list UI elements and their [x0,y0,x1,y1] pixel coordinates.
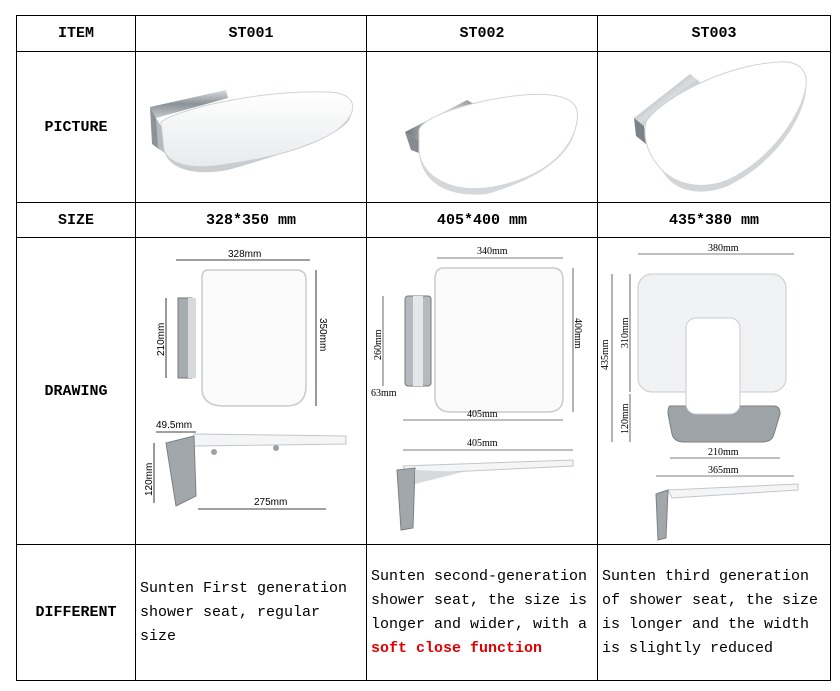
shower-seat-st002-image [367,52,598,202]
header-st001: ST001 [136,16,367,52]
dim-bottom: 365mm [708,465,739,476]
size-row [17,203,831,238]
label-different: DIFFERENT [17,545,136,681]
header-row [17,16,831,52]
dim-top: 340mm [477,246,508,257]
comparison-table [16,15,831,681]
picture-st001 [136,52,367,203]
dim-height: 350mm [317,318,328,352]
dim-bracket: 210mm [156,322,167,356]
dim-bottom: 405mm [467,409,498,420]
shower-seat-st003-image [598,52,831,202]
label-picture: PICTURE [17,52,136,203]
picture-st003 [598,52,831,203]
different-st002 [367,545,598,681]
technical-drawing-st002 [367,238,598,544]
different-st002-text: Sunten second-generation shower seat, the size is longer and wider, with a [371,567,588,633]
dim-bracket: 260mm [373,329,384,360]
size-st001: 328*350 mm [136,203,367,238]
dim-depth: 49.5mm [156,420,193,431]
label-drawing: DRAWING [17,238,136,545]
dim-drop: 120mm [620,403,631,434]
size-st002: 405*400 mm [367,203,598,238]
dim-drop: 120mm [144,462,155,496]
header-item: ITEM [17,16,136,52]
shower-seat-st001-image [136,52,367,202]
picture-row [17,52,831,203]
different-row [17,545,831,681]
header-st003: ST003 [598,16,831,52]
dim-top: 380mm [708,243,739,254]
dim-side: 405mm [467,438,498,449]
header-st002: ST002 [367,16,598,52]
dim-length: 275mm [254,497,288,508]
dim-total: 435mm [600,339,611,370]
picture-st002 [367,52,598,203]
technical-drawing-st003 [598,238,831,544]
dim-width: 328mm [228,249,262,260]
drawing-st002 [367,238,598,545]
dim-offset: 63mm [371,388,397,399]
drawing-st001 [136,238,367,545]
different-st003: Sunten third generation of shower seat, the size is longer and the width is slightly reduced [598,545,831,681]
dim-bracket: 210mm [708,447,739,458]
dim-height: 400mm [572,318,583,349]
technical-drawing-st001 [136,238,367,544]
dim-seat: 310mm [620,317,631,348]
label-size: SIZE [17,203,136,238]
drawing-row [17,238,831,545]
soft-close-highlight: soft close function [371,639,543,657]
drawing-st003 [598,238,831,545]
size-st003: 435*380 mm [598,203,831,238]
different-st001: Sunten First generation shower seat, regular size [136,545,367,681]
